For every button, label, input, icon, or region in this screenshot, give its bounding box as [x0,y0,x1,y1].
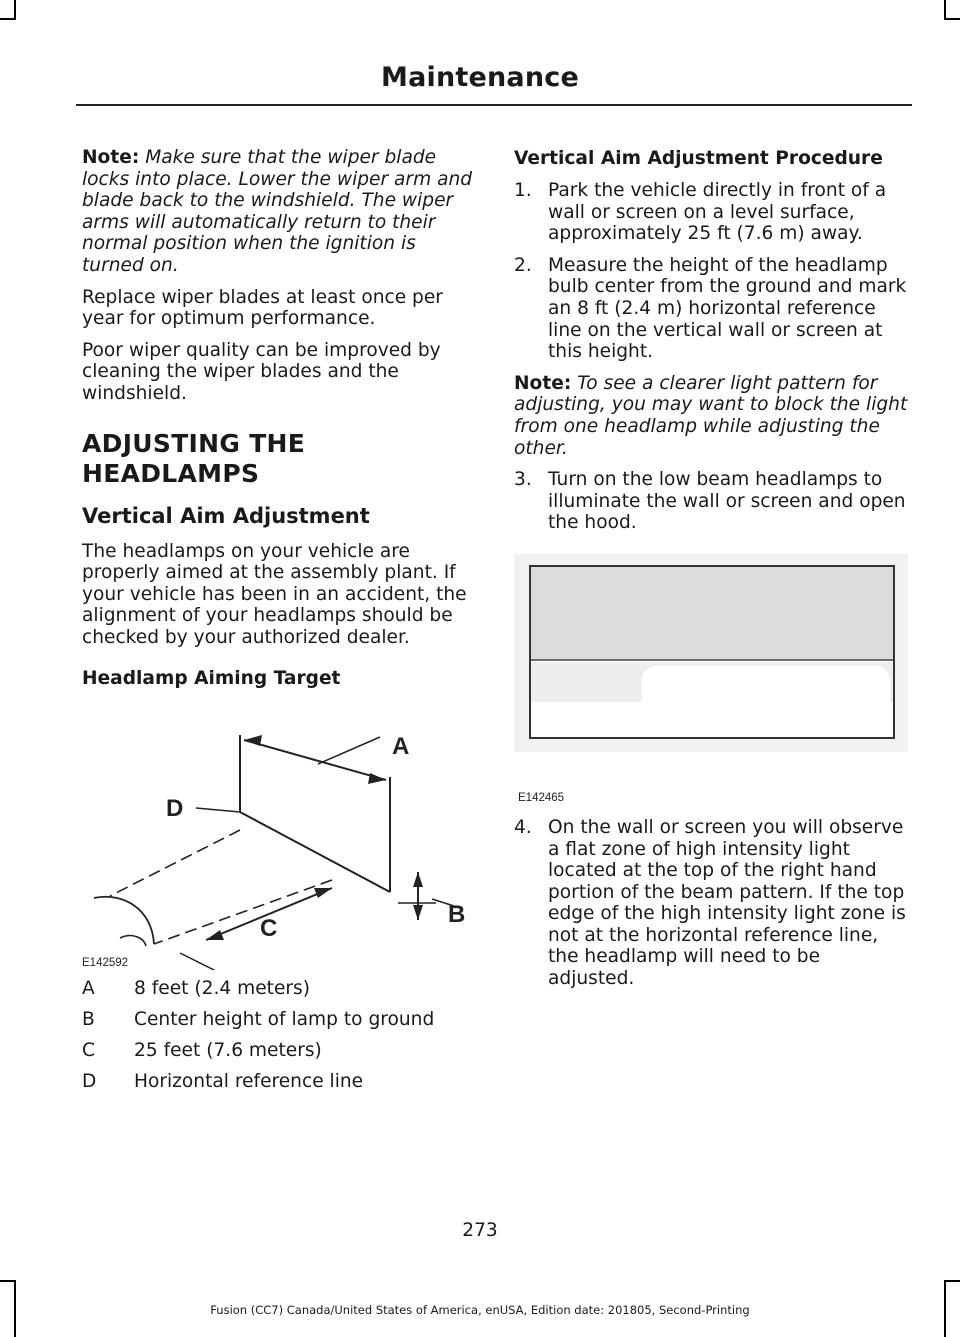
step-number: 1. [514,180,532,201]
crop-mark [0,18,16,20]
upper-wall-zone [531,567,893,660]
section-title: ADJUSTING THE HEADLAMPS [82,428,306,488]
crop-mark [0,1280,16,1282]
figure-code: E142465 [518,791,565,804]
paragraph: Poor wiper quality can be improved by cleaning the wiper blades and the windshield. [82,339,441,404]
legend-key: A [82,977,95,999]
paragraph: Replace wiper blades at least once per year for optimum performance. [82,286,443,330]
figure-code: E142592 [82,956,129,969]
note-text: To see a clearer light pattern for adjusting, you may want to block the light from one headlamp while adjusting the other. [514,372,908,459]
high-intensity-zone [642,666,890,702]
procedure-step [514,817,908,990]
step-text: On the wall or screen you will observe a flat zone of high intensity light located at the top of the right hand portion of the beam pattern. If the top edge of the high intensity light zone is not at the horizontal reference line, the headlamp will need to be adjusted. [548,816,906,990]
wiper-note [82,147,474,277]
legend-row [82,978,474,1000]
procedure-step [514,255,908,363]
legend-row [82,1009,474,1031]
step-text: Park the vehicle directly in front of a wall or screen on a level surface, approximately 25 ft (7.6 m) away. [548,180,887,245]
beam-pattern-figure [514,554,908,809]
legend-key: C [82,1039,95,1061]
legend-key: B [82,1008,95,1030]
crop-mark [944,0,946,20]
callout-d: D [166,794,184,822]
crop-mark [944,18,960,20]
step-text: Turn on the low beam headlamps to illuminate the wall or screen and open the hood. [548,469,906,534]
aiming-note [514,373,908,459]
legend-text: 8 feet (2.4 meters) [134,977,310,999]
legend-text: Horizontal reference line [134,1071,364,1093]
left-column [82,147,474,1102]
legend-row [82,1040,474,1062]
step-number: 4. [514,816,532,838]
figure-legend [82,978,474,1093]
callout-a: A [392,732,410,760]
aiming-diagram-svg [82,700,474,970]
page-number: 273 [462,1220,498,1241]
procedure-steps [514,180,908,363]
subsection-title: Vertical Aim Adjustment [82,503,370,528]
step-number: 2. [514,254,532,276]
figure-heading: Headlamp Aiming Target [82,667,341,689]
step-number: 3. [514,469,532,491]
procedure-step [514,180,908,245]
note-label: Note: [514,372,572,394]
procedure-steps [514,817,908,990]
headlamp-aiming-diagram [82,700,474,970]
crop-mark [14,0,16,20]
page-footer: Fusion (CC7) Canada/United States of America, enUSA, Edition date: 201805, Second-Printing [210,1303,750,1317]
procedure-steps [514,469,908,534]
crop-mark [944,1280,960,1282]
beam-pattern-svg [514,554,908,809]
step-text: Measure the height of the headlamp bulb center from the ground and mark an 8 ft (2.4 m) horizontal reference line on the vertical wall or screen at this height. [548,254,907,363]
legend-row [82,1071,474,1093]
paragraph: The headlamps on your vehicle are properly aimed at the assembly plant. If your vehicle has been in an accident, the alignment of your headlamps should be checked by your authorized dealer. [82,540,467,648]
legend-text: 25 feet (7.6 meters) [134,1039,322,1061]
callout-b: B [448,900,466,928]
page-title: Maintenance [381,62,579,93]
note-label: Note: [82,147,140,168]
right-column [514,147,908,1000]
legend-key: D [82,1071,97,1093]
note-text: Make sure that the wiper blade locks into place. Lower the wiper arm and blade back to the windshield. The wiper arms will automatically return to their normal position when the ignition is turned on. [82,147,473,276]
header-divider [76,104,912,106]
callout-c: C [260,914,278,942]
procedure-step [514,469,908,534]
legend-text: Center height of lamp to ground [134,1008,435,1030]
procedure-heading: Vertical Aim Adjustment Procedure [514,148,883,169]
